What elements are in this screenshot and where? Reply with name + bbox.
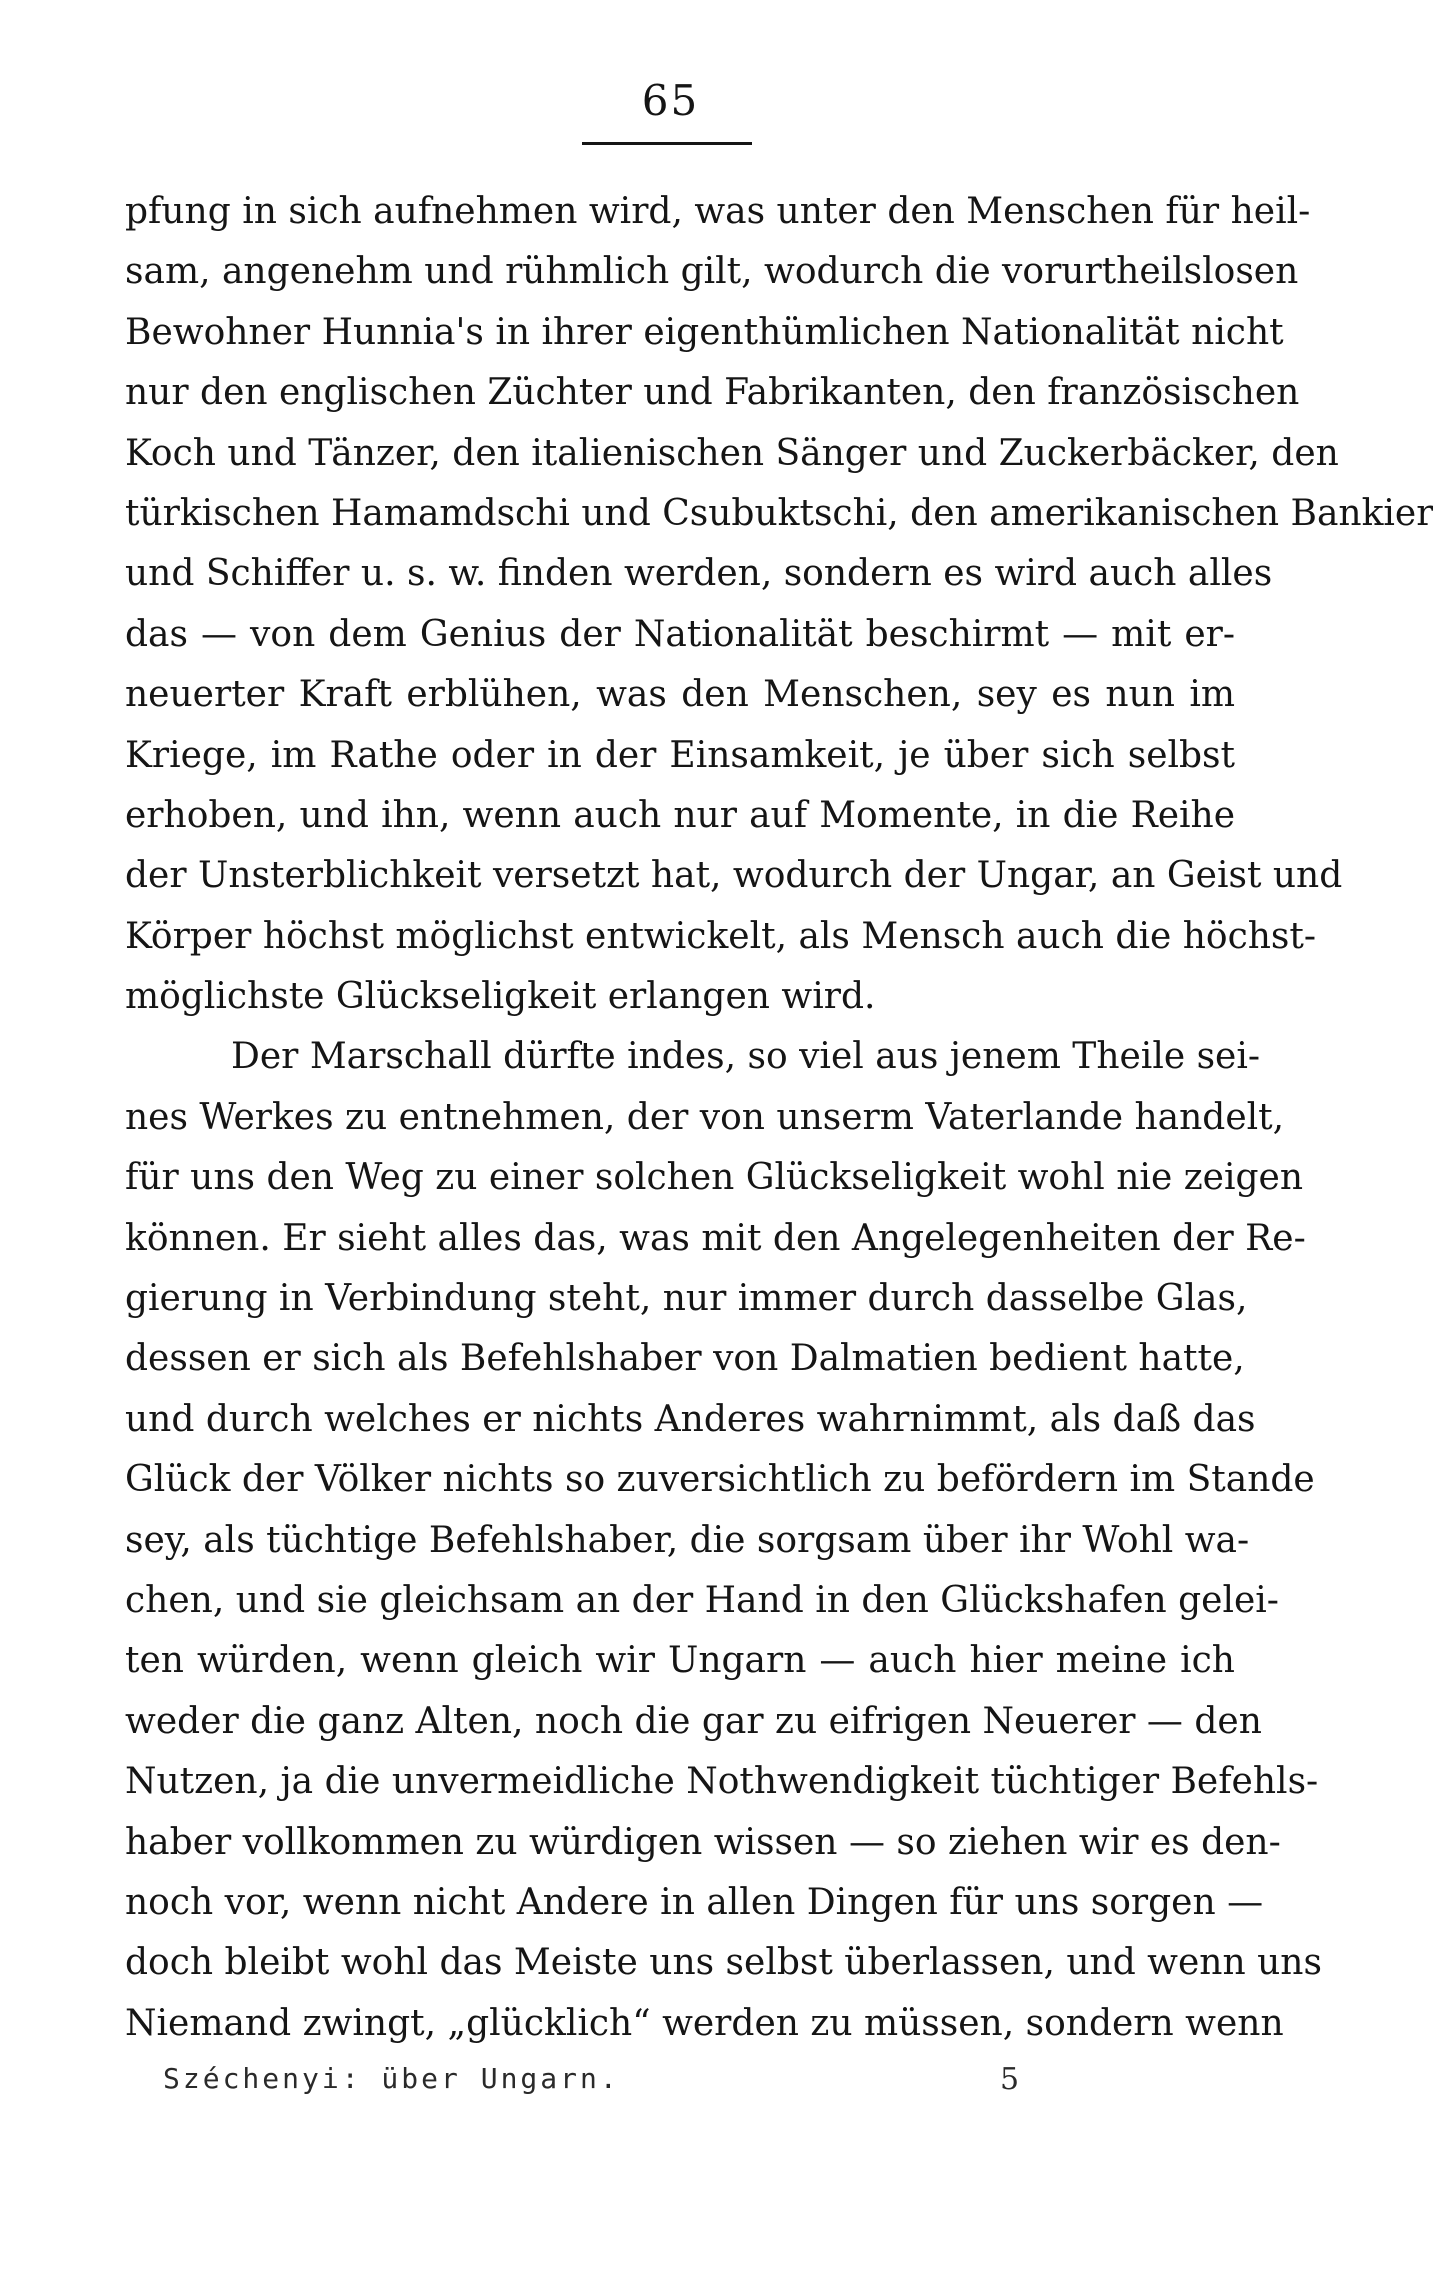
text-line: doch bleibt wohl das Meiste uns selbst überlassen, und wenn uns [125, 1942, 1322, 1984]
text-line: Koch und Tänzer, den italienischen Sänger und Zuckerbäcker, den [125, 432, 1339, 474]
text-line: türkischen Hamamdschi und Csubuktschi, den amerikanischen Bankier [125, 492, 1433, 534]
text-line: weder die ganz Alten, noch die gar zu eifrigen Neuerer — den [125, 1700, 1262, 1742]
page-number-rule [582, 142, 752, 145]
text-line: dessen er sich als Befehlshaber von Dalmatien bedient hatte, [125, 1338, 1245, 1380]
text-line: Niemand zwingt, „glücklich“ werden zu müssen, sondern wenn [125, 2002, 1284, 2044]
text-line: Glück der Völker nichts so zuversichtlich zu befördern im Stande [125, 1459, 1315, 1501]
text-line: Nutzen, ja die unvermeidliche Nothwendigkeit tüchtiger Befehls- [125, 1761, 1319, 1803]
text-line: und durch welches er nichts Anderes wahrnimmt, als daß das [125, 1398, 1256, 1440]
text-line: Kriege, im Rathe oder in der Einsamkeit, je über sich selbst [125, 734, 1235, 776]
text-line: für uns den Weg zu einer solchen Glückseligkeit wohl nie zeigen [125, 1157, 1304, 1199]
text-line: möglichste Glückseligkeit erlangen wird. [125, 976, 876, 1018]
text-line: pfung in sich aufnehmen wird, was unter den Menschen für heil- [125, 191, 1311, 232]
page-number: 65 [641, 76, 700, 125]
text-line: sey, als tüchtige Befehlshaber, die sorgsam über ihr Wohl wa- [125, 1519, 1250, 1561]
text-line: der Unsterblichkeit versetzt hat, wodurch der Ungar, an Geist und [125, 855, 1343, 897]
text-line: Der Marschall dürfte indes, so viel aus jenem Theile sei- [231, 1036, 1261, 1078]
text-line: nur den englischen Züchter und Fabrikanten, den französischen [125, 372, 1300, 414]
text-line: können. Er sieht alles das, was mit den Angelegenheiten der Re- [125, 1217, 1306, 1259]
text-line: chen, und sie gleichsam an der Hand in den Glückshafen gelei- [125, 1579, 1279, 1621]
text-line: gierung in Verbindung steht, nur immer durch dasselbe Glas, [125, 1278, 1248, 1320]
footer-sheet-number: 5 [1000, 2062, 1020, 2097]
paragraph-2 [125, 1027, 1322, 2054]
text-line: ten würden, wenn gleich wir Ungarn — auch hier meine ich [125, 1640, 1235, 1682]
text-line: haber vollkommen zu würdigen wissen — so ziehen wir es den- [125, 1821, 1281, 1863]
paragraph-1 [125, 182, 1433, 1027]
text-line: und Schiffer u. s. w. finden werden, sondern es wird auch alles [125, 553, 1273, 595]
text-line: das — von dem Genius der Nationalität beschirmt — mit er- [125, 613, 1235, 655]
text-line: erhoben, und ihn, wenn auch nur auf Momente, in die Reihe [125, 794, 1235, 836]
text-line: sam, angenehm und rühmlich gilt, wodurch die vorurtheilslosen [125, 251, 1299, 293]
body-text [125, 182, 1433, 2054]
text-line: neuerter Kraft erblühen, was den Menschen, sey es nun im [125, 674, 1235, 716]
text-line: noch vor, wenn nicht Andere in allen Dingen für uns sorgen — [125, 1881, 1264, 1923]
text-line: Bewohner Hunnia's in ihrer eigenthümlichen Nationalität nicht [125, 311, 1284, 353]
text-line: Körper höchst möglichst entwickelt, als Mensch auch die höchst- [125, 915, 1317, 957]
text-line: nes Werkes zu entnehmen, der von unserm Vaterlande handelt, [125, 1096, 1285, 1138]
footer-signature: Széchenyi: über Ungarn. [163, 2062, 620, 2095]
